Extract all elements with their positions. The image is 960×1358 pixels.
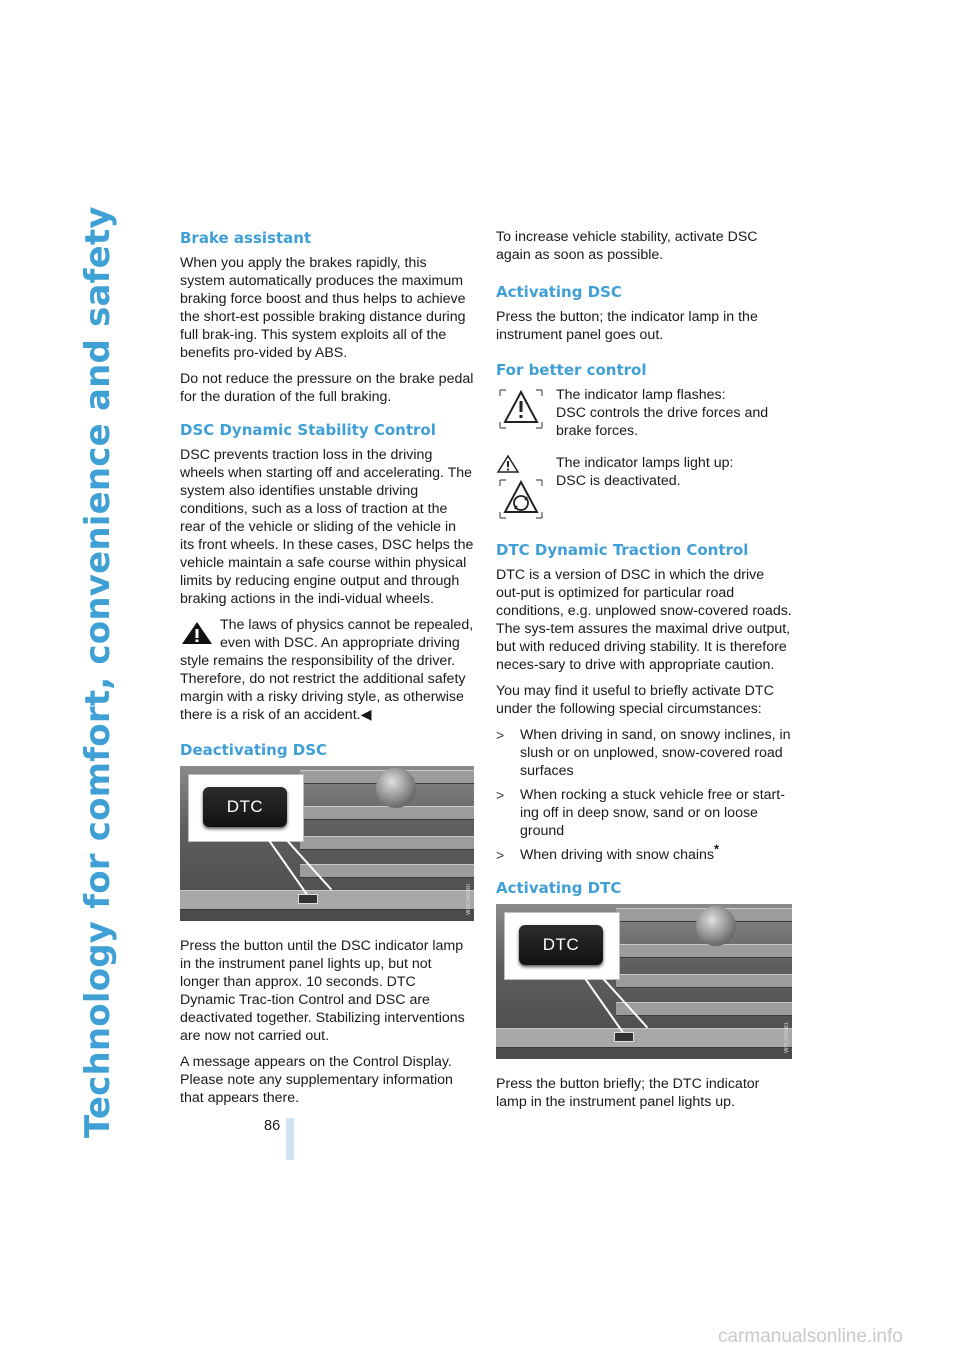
- deactivating-dsc-heading: Deactivating DSC: [180, 741, 328, 759]
- list-item-text: [520, 841, 792, 864]
- list-item-text-snow-chains: When driving with snow chains: [520, 847, 714, 863]
- dsc-warning-note: [180, 616, 474, 724]
- dtc-key-inset: [504, 912, 620, 980]
- figure-code: W0CH4580: [466, 883, 472, 915]
- indicator-2-line-1: The indicator lamps light up:: [556, 455, 734, 471]
- dsc-paragraph: DSC prevents traction loss in the driving wheels when starting off and accelerating. The system also identifies unstable driving conditions, such as a loss of traction at the rear of the vehicle or sliding of the vehicle in its front wheels. In these cases, DSC helps the vehicle maintain a safe course within physical limits by reducing engine output and through braking actions in the indi-vidual wheels.: [180, 447, 474, 607]
- activating-dsc-heading: Activating DSC: [496, 283, 622, 301]
- activating-dsc-paragraph: Press the button; the indicator lamp in the instrument panel goes out.: [496, 309, 758, 343]
- dtc-button-figure-2: [496, 904, 792, 1059]
- indicator-row-lit: [496, 454, 792, 524]
- page-margin-bar: [286, 1118, 294, 1160]
- list-item: [496, 726, 792, 780]
- indicator-row-flashing: [496, 386, 792, 448]
- dsc-heading: DSC Dynamic Stability Control: [180, 421, 436, 439]
- indicator-1-line-2: DSC controls the drive forces and brake forces.: [556, 405, 769, 439]
- figure-code: W0CH4581: [784, 1021, 790, 1053]
- dtc-paragraph-2: You may find it useful to briefly activate DTC under the following special circumstances:: [496, 683, 774, 717]
- brake-assistant-paragraph-1: When you apply the brakes rapidly, this system automatically produces the maximum braking force boost and thus helps to achieve the short-est possible braking distance during full brak-ing. This system exploits all of the benefits pro-vided by ABS.: [180, 255, 466, 361]
- bullet-glyph: >: [496, 727, 505, 743]
- list-item: [496, 786, 792, 840]
- dsc-off-indicator-icon: [496, 478, 546, 520]
- deactivating-paragraph-1: Press the button until the DSC indicator lamp in the instrument panel lights up, but not longer than approx. 10 seconds. DTC Dynamic Trac-tion Control and DSC are deactivated together. Stabilizing interventions are now not carried out.: [180, 938, 465, 1044]
- deactivating-paragraph-2: A message appears on the Control Display. Please note any supplementary information that appears there.: [180, 1054, 453, 1106]
- bullet-glyph: >: [496, 787, 505, 803]
- dtc-key-closeup: DTC: [519, 925, 603, 965]
- brake-assistant-heading: Brake assistant: [180, 229, 312, 247]
- dsc-small-indicator-icon: [496, 454, 546, 474]
- activating-dtc-paragraph: Press the button briefly; the DTC indicator lamp in the instrument panel lights up.: [496, 1076, 760, 1110]
- dsc-warning-text: The laws of physics cannot be repealed, even with DSC. An appropriate driving style remains the responsibility of the driver. Therefore, do not restrict the additional safety margin with a risky driving style, as otherwise there is a risk of an accident.◀: [180, 617, 474, 723]
- page-number: 86: [264, 1118, 281, 1134]
- dtc-heading: DTC Dynamic Traction Control: [496, 541, 749, 559]
- indicator-1-line-1: The indicator lamp flashes:: [556, 387, 726, 403]
- brake-assistant-paragraph-2: Do not reduce the pressure on the brake pedal for the duration of the full braking.: [180, 371, 474, 405]
- optional-equipment-asterisk: *: [713, 841, 720, 857]
- warning-triangle-icon: [180, 620, 214, 646]
- indicator-2-line-2: DSC is deactivated.: [556, 473, 681, 489]
- activating-dtc-heading: Activating DTC: [496, 879, 622, 897]
- side-chapter-title: Technology for comfort, convenience and safety: [78, 206, 118, 1138]
- better-control-heading: For better control: [496, 361, 647, 379]
- right-column: [496, 228, 792, 1119]
- dtc-paragraph-1: DTC is a version of DSC in which the drive out-put is optimized for particular road conditions, e.g. unplowed snow-covered roads. The sys-tem assures the maximal drive output, but with reduced driving stability. It is therefore neces-sary to drive with appropriate caution.: [496, 567, 792, 673]
- dtc-button-figure-1: [180, 766, 474, 921]
- dtc-small-button: [614, 1032, 634, 1042]
- list-item: [496, 841, 792, 864]
- dtc-key-closeup: DTC: [203, 787, 287, 827]
- list-item-text: When rocking a stuck vehicle free or start-ing off in deep snow, sand or on loose ground: [520, 787, 785, 839]
- watermark-logo: carmanualsonline.info: [718, 1326, 903, 1347]
- list-item-text: When driving in sand, on snowy inclines, in slush or on unplowed, snow-covered road surfaces: [520, 727, 791, 779]
- left-column: [180, 228, 474, 1115]
- reactivate-paragraph: To increase vehicle stability, activate DSC again as soon as possible.: [496, 229, 758, 263]
- dsc-indicator-icon: [496, 386, 546, 422]
- dtc-small-button: [298, 894, 318, 904]
- dtc-key-inset: [188, 774, 304, 842]
- bullet-glyph: >: [496, 847, 505, 863]
